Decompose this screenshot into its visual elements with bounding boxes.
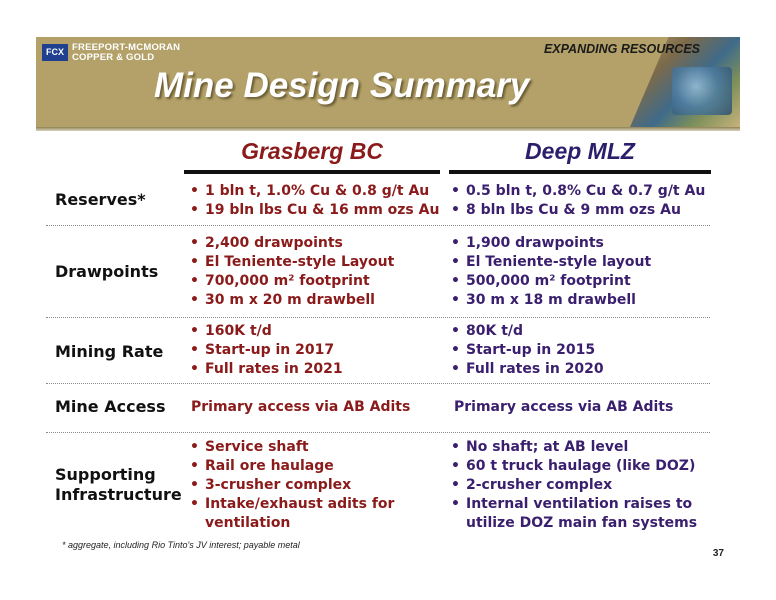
- bullet-icon: •: [451, 235, 460, 251]
- bullet-icon: •: [451, 342, 460, 358]
- bullet-item: [190, 291, 440, 310]
- bullet-text: El Teniente-style Layout: [205, 254, 395, 270]
- bullet-item: [190, 322, 440, 341]
- bullet-item: [451, 272, 713, 291]
- row-divider: [46, 225, 710, 226]
- bullet-text: Start-up in 2015: [466, 342, 596, 358]
- bullet-icon: •: [190, 496, 199, 512]
- bullet-text: Start-up in 2017: [205, 342, 335, 358]
- bullet-icon: •: [190, 235, 199, 251]
- column-underline-grasberg: [184, 170, 440, 174]
- bullet-text: 8 bln lbs Cu & 9 mm ozs Au: [466, 202, 681, 218]
- bullet-text: Full rates in 2021: [205, 361, 343, 377]
- bullet-icon: •: [190, 273, 199, 289]
- drawpoints-grasberg-list: [190, 234, 440, 310]
- bullet-item: [451, 201, 713, 220]
- bullet-icon: •: [451, 361, 460, 377]
- bullet-icon: •: [190, 202, 199, 218]
- bullet-text: 2-crusher complex: [466, 477, 613, 493]
- page-number: 37: [712, 548, 724, 559]
- bullet-text: Service shaft: [205, 439, 309, 455]
- company-name: [72, 43, 180, 63]
- bullet-text: 80K t/d: [466, 323, 524, 339]
- bullet-icon: •: [190, 361, 199, 377]
- bullet-item: [451, 438, 706, 457]
- infrastructure-mlz-list: [451, 438, 706, 533]
- bullet-icon: •: [190, 323, 199, 339]
- column-header-grasberg: Grasberg BC: [241, 138, 383, 164]
- mine-access-grasberg: Primary access via AB Adits: [191, 399, 411, 415]
- bullet-text: No shaft; at AB level: [466, 439, 629, 455]
- row-label-mine-access: Mine Access: [55, 397, 166, 416]
- footnote: * aggregate, including Rio Tinto's JV interest; payable metal: [62, 540, 300, 550]
- bullet-icon: •: [190, 342, 199, 358]
- bullet-text: 60 t truck haulage (like DOZ): [466, 458, 696, 474]
- row-label-mining-rate: Mining Rate: [55, 342, 164, 361]
- bullet-text: 160K t/d: [205, 323, 272, 339]
- company-name-line1: FREEPORT-MCMORAN: [72, 42, 181, 53]
- bullet-text: 1,900 drawpoints: [466, 235, 604, 251]
- bullet-item: [451, 476, 706, 495]
- bullet-icon: •: [451, 183, 460, 199]
- bullet-text: Internal ventilation raises to utilize DOZ main fan systems: [466, 496, 698, 531]
- bullet-text: 30 m x 20 m drawbell: [205, 292, 375, 308]
- bullet-item: [451, 182, 713, 201]
- bullet-text: 2,400 drawpoints: [205, 235, 343, 251]
- bullet-item: [190, 457, 420, 476]
- drawpoints-mlz-list: [451, 234, 713, 310]
- row-label-infrastructure-line2: Infrastructure: [55, 485, 182, 504]
- bullet-item: [451, 341, 713, 360]
- bullet-item: [451, 322, 713, 341]
- bullet-icon: •: [451, 323, 460, 339]
- bullet-text: 3-crusher complex: [205, 477, 352, 493]
- bullet-item: [190, 201, 440, 220]
- bullet-icon: •: [451, 254, 460, 270]
- bullet-text: Full rates in 2020: [466, 361, 604, 377]
- bullet-item: [451, 253, 713, 272]
- bullet-item: [451, 291, 713, 310]
- bullet-icon: •: [451, 202, 460, 218]
- bullet-text: Intake/exhaust adits for ventilation: [205, 496, 395, 531]
- infrastructure-grasberg-list: [190, 438, 420, 533]
- bullet-item: [190, 341, 440, 360]
- mine-access-mlz: Primary access via AB Adits: [454, 399, 674, 415]
- bullet-item: [190, 438, 420, 457]
- reserves-grasberg-list: [190, 182, 440, 220]
- bullet-icon: •: [190, 477, 199, 493]
- bullet-item: [190, 272, 440, 291]
- row-label-infrastructure-line1: Supporting: [55, 465, 156, 484]
- bullet-text: 30 m x 18 m drawbell: [466, 292, 636, 308]
- column-underline-deep-mlz: [449, 170, 711, 174]
- bullet-icon: •: [451, 496, 460, 512]
- bullet-item: [451, 360, 713, 379]
- bullet-item: [451, 495, 706, 533]
- bullet-icon: •: [451, 273, 460, 289]
- page-title: Mine Design Summary: [154, 66, 530, 105]
- bullet-item: [190, 476, 420, 495]
- bullet-icon: •: [190, 292, 199, 308]
- bullet-icon: •: [190, 254, 199, 270]
- bullet-icon: •: [451, 439, 460, 455]
- bullet-icon: •: [190, 183, 199, 199]
- mining-rate-mlz-list: [451, 322, 713, 379]
- bullet-text: 1 bln t, 1.0% Cu & 0.8 g/t Au: [205, 183, 430, 199]
- bullet-item: [190, 234, 440, 253]
- bullet-text: El Teniente-style layout: [466, 254, 652, 270]
- bullet-text: 0.5 bln t, 0.8% Cu & 0.7 g/t Au: [466, 183, 706, 199]
- bullet-icon: •: [451, 458, 460, 474]
- section-tagline: EXPANDING RESOURCES: [543, 42, 700, 56]
- company-logo-icon: FCX: [42, 44, 68, 61]
- bullet-item: [190, 253, 440, 272]
- bullet-icon: •: [451, 477, 460, 493]
- row-divider: [46, 317, 710, 318]
- bullet-item: [451, 457, 706, 476]
- row-label-infrastructure: [55, 465, 182, 505]
- company-name-line2: COPPER & GOLD: [72, 52, 155, 63]
- bullet-text: 500,000 m² footprint: [466, 273, 631, 289]
- bullet-item: [190, 495, 420, 533]
- row-divider: [46, 432, 710, 433]
- row-label-drawpoints: Drawpoints: [55, 262, 159, 281]
- reserves-mlz-list: [451, 182, 713, 220]
- bullet-text: Rail ore haulage: [205, 458, 334, 474]
- bullet-icon: •: [451, 292, 460, 308]
- column-header-deep-mlz: Deep MLZ: [525, 138, 635, 164]
- bullet-icon: •: [190, 439, 199, 455]
- mining-rate-grasberg-list: [190, 322, 440, 379]
- row-label-reserves: Reserves*: [55, 190, 146, 209]
- header-shadow: [36, 127, 740, 131]
- bullet-text: 19 bln lbs Cu & 16 mm ozs Au: [205, 202, 440, 218]
- bullet-icon: •: [190, 458, 199, 474]
- bullet-item: [190, 360, 440, 379]
- bullet-item: [190, 182, 440, 201]
- bullet-item: [451, 234, 713, 253]
- row-divider: [46, 383, 710, 384]
- bullet-text: 700,000 m² footprint: [205, 273, 370, 289]
